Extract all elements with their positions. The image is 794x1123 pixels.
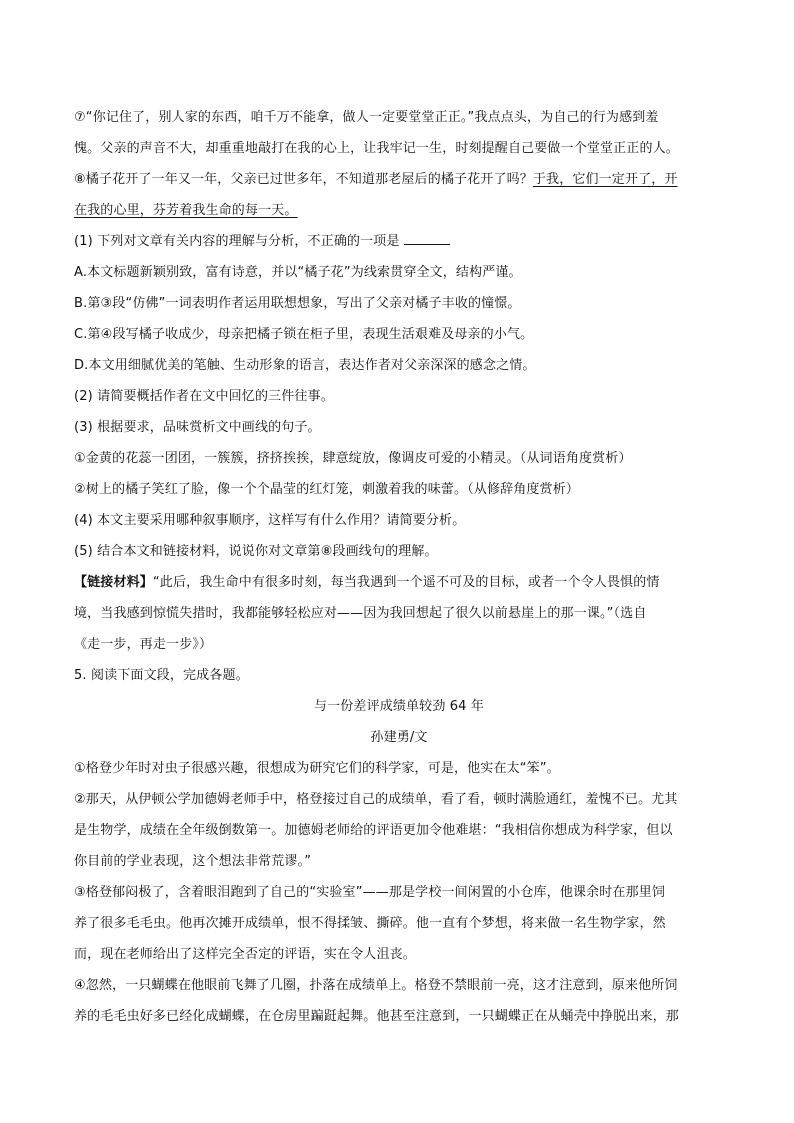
article-paragraph-2-line-3: 你目前的学业表现，这个想法非常荒谬。” [74, 854, 312, 869]
question-1-stem [74, 226, 724, 257]
link-material-line-1 [74, 567, 724, 598]
question-3-item-2: ②树上的橘子笑红了脸，像一个个晶莹的红灯笼，刺激着我的味蕾。（从修辞角度赏析） [74, 482, 580, 497]
answer-blank [404, 232, 450, 245]
question-5: (5) 结合本文和链接材料，说说你对文章第⑧段画线句的理解。 [74, 544, 438, 559]
link-material-text-1: “此后，我生命中有很多时刻，每当我遇到一个遥不可及的目标，或者一个令人畏惧的情 [152, 575, 660, 590]
article-paragraph-4-line-1: ④忽然，一只蝴蝶在他眼前飞舞了几圈，扑落在成绩单上。格登不禁眼前一亮，这才注意到，原来他所饲 [74, 978, 678, 993]
question-3: (3) 根据要求，品味赏析文中画线的句子。 [74, 420, 321, 435]
link-material-label: 【链接材料】 [74, 575, 153, 590]
article-title: 与一份差评成绩单较劲 64 年 [313, 699, 485, 714]
paragraph-8-plain-text: ⑧橘子花开了一年又一年，父亲已过世多年，不知道那老屋后的橘子花开了吗？ [74, 172, 533, 187]
paragraph-7-line-1: ⑦“你记住了，别人家的东西，咱千万不能拿，做人一定要堂堂正正。”我点点头，为自己的行为感到羞 [74, 110, 659, 125]
paragraph-8-underlined-text: 于我，它们一定开了，开 [532, 172, 678, 187]
section-5-prompt: 5. 阅读下面文段，完成各题。 [74, 668, 249, 683]
article-paragraph-3-line-2: 养了很多毛毛虫。他再次摊开成绩单，恨不得揉皱、撕碎。他一直有个梦想，将来做一名生物学家，然 [74, 916, 666, 931]
article-paragraph-3-line-3: 而，现在老师给出了这样完全否定的评语，实在令人沮丧。 [74, 947, 416, 962]
article-paragraph-2-line-1: ②那天，从伊顿公学加德姆老师手中，格登接过自己的成绩单，看了看，顿时满脸通红，羞愧不已。尤其 [74, 792, 678, 807]
question-1-option-c: C.第④段写橘子收成少，母亲把橘子锁在柜子里，表现生活艰难及母亲的小气。 [74, 327, 534, 342]
article-paragraph-2-line-2: 是生物学，成绩在全年级倒数第一。加德姆老师给的评语更加令他难堪：“我相信你想成为科学家，但以 [74, 823, 673, 838]
article-paragraph-4-line-2: 养的毛毛虫好多已经化成蝴蝶，在仓房里蹁跹起舞。他甚至注意到，一只蝴蝶正在从蛹壳中挣脱出来，那 [74, 1009, 679, 1024]
question-4: (4) 本文主要采用哪种叙事顺序，这样写有什么作用？请简要分析。 [74, 513, 466, 528]
article-paragraph-1: ①格登少年时对虫子很感兴趣，很想成为研究它们的科学家，可是，他实在太“笨”。 [74, 761, 560, 776]
article-paragraph-3-line-1: ③格登郁闷极了，含着眼泪跑到了自己的“实验室”——那是学校一间闲置的小仓库，他课余时在那里饲 [74, 885, 666, 900]
link-material-line-3: 《走一步，再走一步》） [74, 637, 213, 652]
question-1-option-d: D.本文用细腻优美的笔触、生动形象的语言，表达作者对父亲深深的感念之情。 [74, 358, 536, 373]
document-page [74, 102, 724, 1032]
question-1-text: (1) 下列对文章有关内容的理解与分析，不正确的一项是 [74, 234, 400, 249]
paragraph-8-line-1 [74, 164, 724, 195]
paragraph-8-line-2 [74, 195, 724, 226]
question-1-option-a: A.本文标题新颖别致，富有诗意，并以“橘子花”为线索贯穿全文，结构严谨。 [74, 265, 522, 280]
link-material-line-2: 境，当我感到惊慌失措时，我都能够轻松应对——因为我回想起了很久以前悬崖上的那一课。”（选自 [74, 606, 647, 621]
question-2: (2) 请简要概括作者在文中回忆的三件往事。 [74, 389, 334, 404]
paragraph-7-line-2: 愧。父亲的声音不大，却重重地敲打在我的心上，让我牢记一生，时刻提醒自己要做一个堂堂正正的人。 [74, 141, 679, 156]
question-3-item-1: ①金黄的花蕊一团团，一簇簇，挤挤挨挨，肆意绽放，像调皮可爱的小精灵。（从词语角度赏析） [74, 451, 632, 466]
paragraph-8-underlined-text-2: 在我的心里，芬芳着我生命的每一天。 [74, 203, 298, 218]
article-author: 孙建勇/文 [370, 730, 428, 745]
question-1-option-b: B.第③段“仿佛”一词表明作者运用联想想象，写出了父亲对橘子丰收的憧憬。 [74, 296, 521, 311]
